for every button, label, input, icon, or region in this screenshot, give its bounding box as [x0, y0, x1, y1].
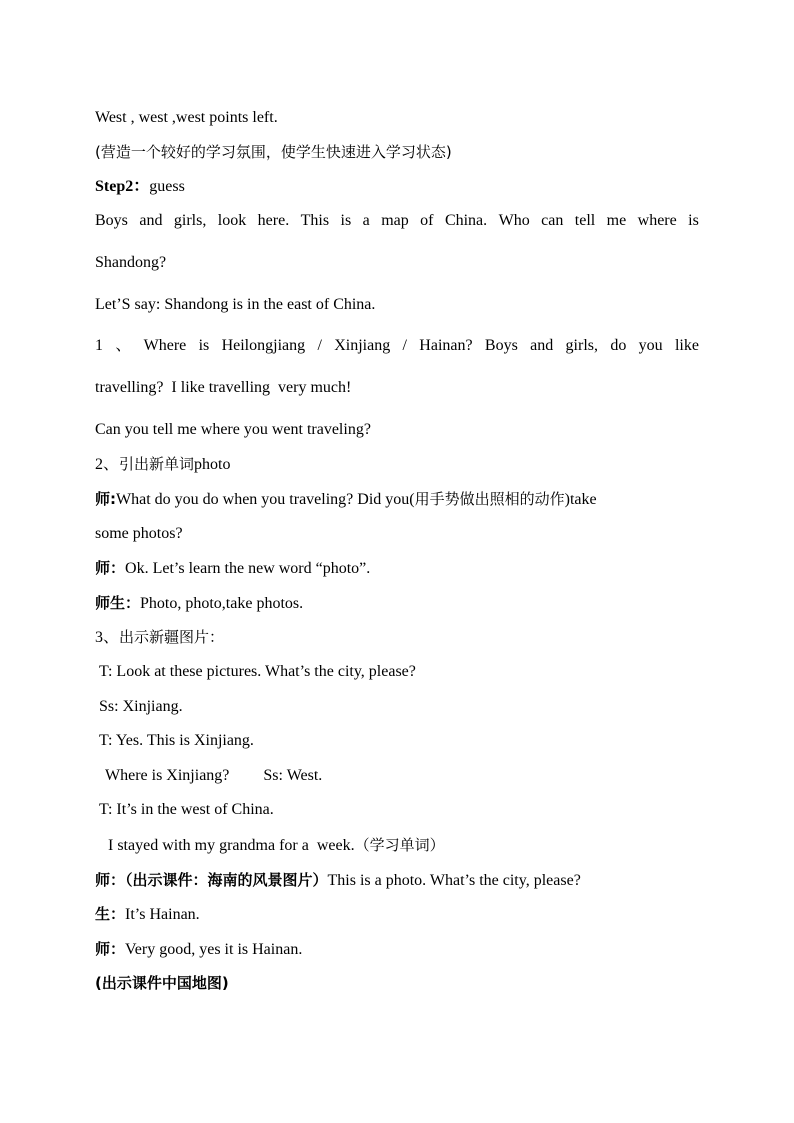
text-line-8: travelling? I like travelling very much! [95, 379, 352, 396]
word: This [300, 212, 330, 229]
english-text: Ss: West. [263, 767, 323, 784]
word: can [541, 212, 564, 229]
english-text: )take [564, 491, 597, 508]
word: Heilongjiang [221, 337, 306, 354]
word: here. [257, 212, 290, 229]
word: Who [498, 212, 530, 229]
word: you [638, 337, 663, 354]
step-text: guess [149, 178, 185, 195]
english-text: photo [194, 456, 231, 473]
speaker-label: 师： [95, 559, 126, 577]
text-line-3 [95, 177, 185, 197]
text-line-14 [95, 593, 303, 613]
text-line-21 [108, 835, 445, 855]
chinese-text: （学习单词） [354, 836, 445, 854]
word: / [402, 337, 407, 354]
word: Xinjiang [334, 337, 391, 354]
text-line-13 [95, 558, 370, 578]
speaker-label: 师：（出示课件：海南的风景图片） [95, 871, 328, 889]
word: is [688, 212, 699, 229]
word: and [530, 337, 554, 354]
text-line-7 [95, 336, 699, 356]
speaker-label: 师生： [95, 594, 141, 612]
word: of [420, 212, 434, 229]
step-label: Step2： [95, 178, 150, 195]
word: is [198, 337, 210, 354]
word: girls, [173, 212, 207, 229]
text-line-10 [95, 454, 230, 474]
english-text: This is a photo. What’s the city, please? [327, 872, 581, 889]
chinese-text: 引出新单词 [119, 455, 195, 473]
text-line-20: T: It’s in the west of China. [99, 801, 274, 818]
text-line-9: Can you tell me where you went traveling? [95, 421, 371, 438]
text-line-22 [95, 870, 581, 890]
word: Hainan? [419, 337, 473, 354]
text-line-23 [95, 904, 200, 924]
text-line-5: Shandong? [95, 254, 167, 271]
word: where [637, 212, 677, 229]
text-line-15 [95, 627, 224, 647]
text-line-2: (营造一个较好的学习氛围，使学生快速进入学习状态) [95, 143, 452, 161]
text-line-12: some photos? [95, 525, 183, 542]
text-line-24 [95, 939, 302, 959]
word: and [139, 212, 163, 229]
word: Boys [484, 337, 518, 354]
word: / [317, 337, 322, 354]
text-line-19 [105, 766, 322, 786]
speaker-label: 生： [95, 905, 126, 923]
word: Boys [95, 212, 128, 229]
word: a [362, 212, 370, 229]
english-text: Photo, photo,take photos. [140, 595, 304, 612]
text-line-1: West , west ,west points left. [95, 109, 278, 126]
word: look [217, 212, 247, 229]
english-text: Ok. Let’s learn the new word “photo”. [125, 560, 371, 577]
english-text: It’s Hainan. [125, 906, 200, 923]
english-text: Where is Xinjiang? [105, 767, 230, 784]
speaker-label: 师： [95, 940, 126, 958]
chinese-text: 用手势做出照相的动作 [414, 490, 565, 508]
word: tell [574, 212, 596, 229]
text-line-25: (出示课件中国地图) [95, 974, 229, 992]
list-number: 3、 [95, 629, 120, 646]
chinese-text: 出示新疆图片： [119, 628, 225, 646]
word: is [340, 212, 352, 229]
text-line-6: Let’S say: Shandong is in the east of China. [95, 296, 376, 313]
text-line-16: T: Look at these pictures. What’s the city, please? [99, 663, 416, 680]
word: like [674, 337, 699, 354]
word: do [610, 337, 627, 354]
text-line-4 [95, 211, 699, 231]
english-text: What do you do when you traveling? Did you( [116, 491, 415, 508]
word: 1 [95, 337, 103, 354]
word: map [381, 212, 409, 229]
word: me [606, 212, 627, 229]
text-line-11 [95, 489, 597, 509]
word: Where [143, 337, 187, 354]
english-text: Very good, yes it is Hainan. [125, 941, 303, 958]
word: China. [444, 212, 488, 229]
text-line-18: T: Yes. This is Xinjiang. [99, 732, 254, 749]
list-number: 2、 [95, 456, 120, 473]
english-text: I stayed with my grandma for a week. [108, 837, 355, 854]
word: 、 [115, 337, 132, 354]
speaker-label: 师: [95, 490, 116, 508]
text-line-17: Ss: Xinjiang. [99, 698, 183, 715]
word: girls, [565, 337, 598, 354]
